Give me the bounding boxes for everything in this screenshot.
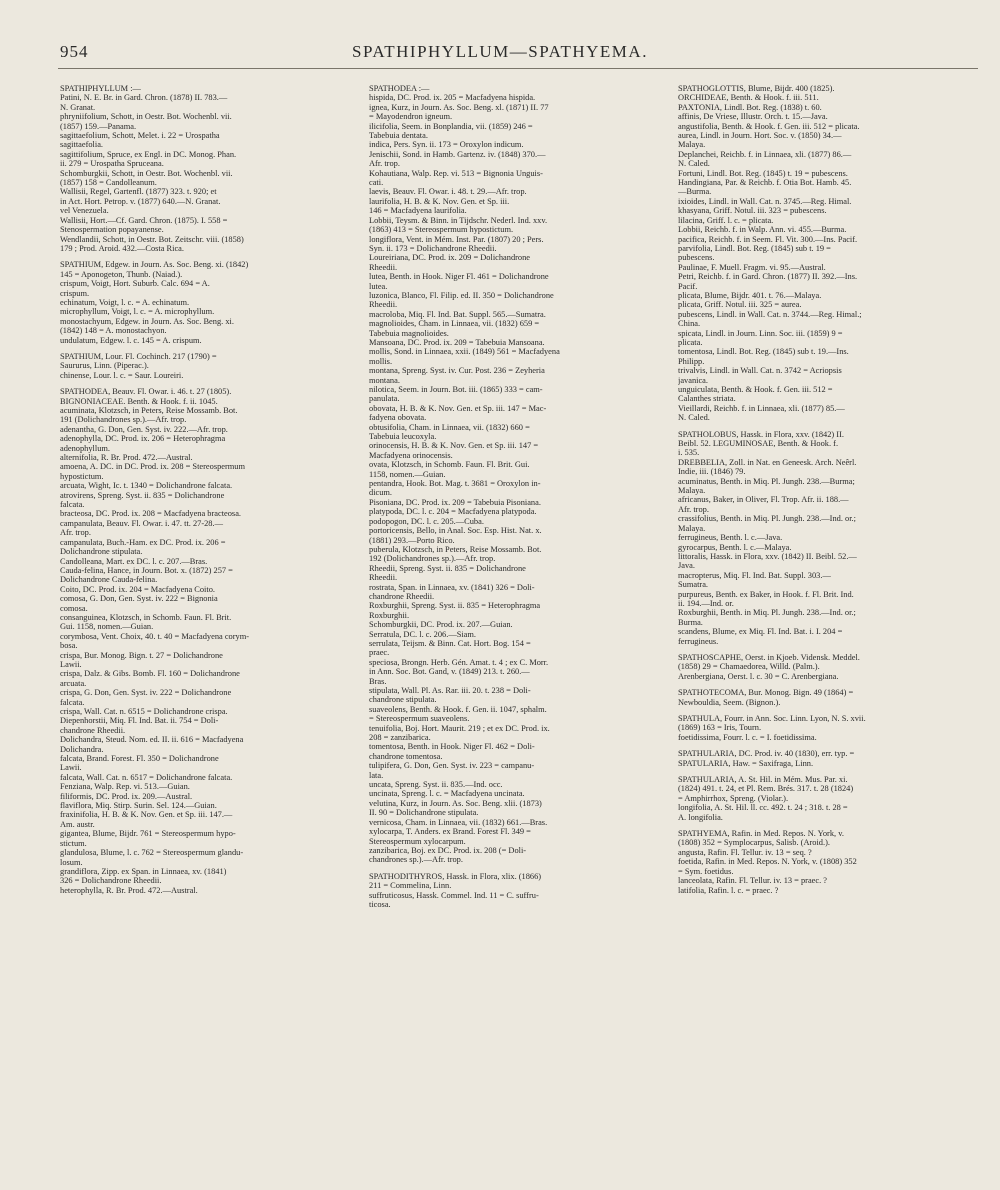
entry-line: crispa, Dalz. & Gibs. Bomb. Fl. 160 = Dolichandrone <box>60 669 240 679</box>
entry-line: montana, Spreng. Syst. iv. Cur. Post. 236 = Zeyheria <box>369 366 545 376</box>
entry-line: Wallisii, Hort.—Cf. Gard. Chron. (1875). I. 558 = <box>60 215 228 225</box>
entry-line: plicata. <box>678 337 703 347</box>
entry-line: losum. <box>60 857 83 867</box>
entry-line: Tabebuia magnolioides. <box>369 328 449 338</box>
entry-line: Pacif. <box>678 281 698 291</box>
entry-line: velutina, Kurz, in Journ. As. Soc. Beng. xlii. (1873) <box>369 798 542 808</box>
entry-line: (1842) 148 = A. monostachyon. <box>60 326 167 336</box>
entry-line: Lawii. <box>60 763 82 773</box>
entry-line: ignea, Kurz, in Journ. As. Soc. Beng. xl. (1871) II. 77 <box>369 102 549 112</box>
entry-line: Philipp. <box>678 356 705 366</box>
entry-line: javanica. <box>678 375 708 385</box>
entry-line: Petri, Reichb. f. in Gard. Chron. (1877) II. 392.—Ins. <box>678 272 858 282</box>
entry-line: crispa, G. Don, Gen. Syst. iv. 222 = Dolichandrone <box>60 688 232 698</box>
entry-line: bosa. <box>60 641 78 651</box>
entry-line: Coito, DC. Prod. ix. 204 = Macfadyena Coito. <box>60 584 215 594</box>
entry-line: ORCHIDEAE, Benth. & Hook. f. iii. 511. <box>678 93 819 103</box>
entry-line: 1158, nomen.—Guian. <box>369 469 446 479</box>
entry-line: speciosa, Brongn. Herb. Gén. Amat. t. 4 ; ex C. Morr. <box>369 657 549 667</box>
entry-heading-line: SPATHIUM, Lour. Fl. Cochinch. 217 (1790) = <box>60 351 217 361</box>
running-title: SPATHIPHYLLUM—SPATHYEMA. <box>352 42 648 61</box>
entry-line: montana. <box>369 375 400 385</box>
entry-heading-line: SPATHIUM, Edgew. in Journ. As. Soc. Beng. xi. (1842) <box>60 260 249 270</box>
entry-line: Calanthes striata. <box>678 394 736 404</box>
header-rule <box>58 68 978 69</box>
entry-block <box>60 352 356 380</box>
entry-line: gyrocarpus, Benth. l. c.—Malaya. <box>678 542 792 552</box>
entry-line: chinense, Lour. l. c. = Saur. Loureiri. <box>60 370 184 380</box>
entry-line: = Mayodendron igneum. <box>369 112 453 122</box>
entry-line: Rheedii. <box>369 262 398 272</box>
entry-line: Cauda-felina, Hance, in Journ. Bot. x. (1872) 257 = <box>60 565 233 575</box>
entry-line: Dolichandrone Cauda-felina. <box>60 575 158 585</box>
entry-line: Wendlandii, Schott, in Oestr. Bot. Zeitschr. viii. (1858) <box>60 234 244 244</box>
entry-line: suffruticosus, Hassk. Commel. Ind. 11 = C. suffru- <box>369 890 539 900</box>
entry-line: lilacina, Griff. l. c. = plicata. <box>678 215 774 225</box>
entry-line: Beibl. 52. LEGUMINOSAE, Benth. & Hook. f. <box>678 439 839 449</box>
entry-line: II. 90 = Dolichandrone stipulata. <box>369 808 479 818</box>
entry-heading-line: SPATHOTECOMA, Bur. Monog. Bign. 49 (1864) = <box>678 688 854 698</box>
entry-line: longifolia, A. St. Hil. ll. cc. 492. t. 24 ; 318. t. 28 = <box>678 803 848 813</box>
entry-line: chandrone stipulata. <box>369 695 437 705</box>
entry-line: ii. 279 = Urospatha Spruceana. <box>60 159 164 169</box>
entry-line: pubescens. <box>678 253 715 263</box>
entry-line: lutea, Benth. in Hook. Niger Fl. 461 = Dolichandrone <box>369 272 549 282</box>
entry-line: crispum. <box>60 288 90 298</box>
entry-heading-line: SPATHULARIA, A. St. Hil. in Mém. Mus. Par. xi. <box>678 775 848 785</box>
entry-block <box>678 653 978 681</box>
entry-line: suaveolens, Benth. & Hook. f. Gen. ii. 1047, sphalm. <box>369 704 547 714</box>
entry-line: uncata, Spreng. Syst. ii. 835.—Ind. occ. <box>369 780 503 790</box>
entry-block <box>678 688 978 707</box>
entry-heading-line: SPATHULA, Fourr. in Ann. Soc. Linn. Lyon, N. S. xvii. <box>678 714 866 723</box>
entry-block <box>678 749 978 768</box>
entry-line: Lobbii, Teysm. & Binn. in Tijdschr. Nederl. Ind. xxv. <box>369 215 548 225</box>
entry-line: falcata, Wall. Cat. n. 6517 = Dolichandrone falcata. <box>60 772 233 782</box>
entry-line: (1858) 29 = Chamaedorea, Willd. (Palm.). <box>678 662 820 672</box>
entry-line: vernicosa, Cham. in Linnaea, vii. (1832) 661.—Bras. <box>369 817 548 827</box>
entry-line: falcata, Brand. Forest. Fl. 350 = Dolichandrone <box>60 754 219 764</box>
entry-line: in Ann. Soc. Bot. Gand, v. (1849) 213. t. 260.— <box>369 667 530 677</box>
entry-line: atrovirens, Spreng. Syst. ii. 835 = Dolichandrone <box>60 490 225 500</box>
entry-line: ilicifolia, Seem. in Bonplandia, vii. (1859) 246 = <box>369 121 533 131</box>
entry-line: podopogon, DC. l. c. 205.—Cuba. <box>369 516 484 526</box>
entry-block <box>369 84 665 865</box>
entry-line: serrulata, Teijsm. & Binn. Cat. Hort. Bog. 154 = <box>369 638 531 648</box>
entry-line: foetidissima, Fourr. l. c. = I. foetidissima. <box>678 732 817 742</box>
entry-line: microphyllum, Voigt, l. c. = A. microphyllum. <box>60 307 215 317</box>
entry-line: glandulosa, Blume, l. c. 762 = Stereospermum glandu- <box>60 848 244 858</box>
entry-line: adenantha, G. Don, Gen. Syst. iv. 222.—Afr. trop. <box>60 424 228 434</box>
entry-line: Stenospermation popayanense. <box>60 225 164 235</box>
entry-line: adenophylla, DC. Prod. ix. 206 = Heterophragma <box>60 434 226 444</box>
entry-line: = Sym. foetidus. <box>678 866 734 876</box>
entry-line: comosa, G. Don, Gen. Syst. iv. 222 = Bignonia <box>60 594 218 604</box>
entry-line: Serratula, DC. l. c. 206.—Siam. <box>369 629 476 639</box>
entry-line: ferrugineus, Benth. l. c.—Java. <box>678 533 783 543</box>
entry-line: crispum, Voigt, Hort. Suburb. Calc. 694 = A. <box>60 279 210 289</box>
entry-line: Paulinae, F. Muell. Fragm. vi. 95.—Austral. <box>678 262 826 272</box>
entry-line: Roxburghii. <box>369 610 410 620</box>
entry-line: ferrugineus. <box>678 636 719 646</box>
entry-line: plicata, Blume, Bijdr. 401. t. 76.—Malaya. <box>678 290 822 300</box>
entry-line: Am. austr. <box>60 819 95 829</box>
entry-line: indica, Pers. Syn. ii. 173 = Oroxylon indicum. <box>369 140 524 150</box>
entry-heading-line: SPATHODITHYROS, Hassk. in Flora, xlix. (1866) <box>369 871 542 881</box>
entry-line: Arenbergiana, Oerst. l. c. 30 = C. Arenbergiana. <box>678 671 839 681</box>
entry-line: Dolichandra, Steud. Nom. ed. II. ii. 616 = Macfadyena <box>60 735 244 745</box>
entry-line: Wallisii, Regel, Gartenfl. (1877) 323. t. 920; et <box>60 187 217 197</box>
entry-line: fraxinifolia, H. B. & K. Nov. Gen. et Sp. iii. 147.— <box>60 810 233 820</box>
page-number: 954 <box>60 42 89 61</box>
entry-line: campanulata, Buch.-Ham. ex DC. Prod. ix. 206 = <box>60 537 226 547</box>
entry-line: = Stereospermum suaveolens. <box>369 714 470 724</box>
entry-line: Loureiriana, DC. Prod. ix. 209 = Dolichandrone <box>369 253 531 263</box>
entry-line: cati. <box>369 178 384 188</box>
entry-line: Schomburgkii, DC. Prod. ix. 207.—Guian. <box>369 620 513 630</box>
entry-line: grandiflora, Zipp. ex Span. in Linnaea, xv. (1841) <box>60 866 227 876</box>
entry-line: portoricensis, Bello, in Anal. Soc. Esp. Hist. Nat. x. <box>369 526 542 536</box>
entry-line: macropterus, Miq. Fl. Ind. Bat. Suppl. 303.— <box>678 570 831 580</box>
entry-line: Sumatra. <box>678 580 709 590</box>
entry-line: laevis, Beauv. Fl. Owar. i. 48. t. 29.—Afr. trop. <box>369 187 527 197</box>
entry-line: gigantea, Blume, Bijdr. 761 = Stereospermum hypo- <box>60 829 236 839</box>
entry-line: panulata. <box>369 394 400 404</box>
entry-line: latifolia, Rafin. l. c. = praec. ? <box>678 885 779 895</box>
entry-line: Schomburgkii, Schott, in Oestr. Bot. Wochenbl. vii. <box>60 168 233 178</box>
entry-line: crassifolius, Benth. in Miq. Pl. Jungh. 238.—Ind. or.; <box>678 514 856 524</box>
entry-line: falcata. <box>60 500 85 510</box>
entry-line: aurea, Lindl. in Journ. Hort. Soc. v. (1850) 34.— <box>678 131 842 141</box>
entry-line: N. Caled. <box>678 159 710 169</box>
entry-line: Tabebuia dentata. <box>369 131 428 141</box>
entry-line: DREBBELIA, Zoll. in Nat. en Geneesk. Arch. Neêrl. <box>678 457 857 467</box>
entry-line: orinocensis, H. B. & K. Nov. Gen. et Sp. iii. 147 = <box>369 441 539 451</box>
column-1 <box>60 84 356 902</box>
entry-line: i. 535. <box>678 448 700 458</box>
entry-line: Malaya. <box>678 486 706 496</box>
entry-line: (1808) 352 = Symplocarpus, Salisb. (Aroid.). <box>678 838 830 848</box>
entry-line: Lawii. <box>60 659 82 669</box>
entry-line: Deplanchei, Reichb. f. in Linnaea, xli. (1877) 86.— <box>678 149 852 159</box>
entry-line: adenophyllum. <box>60 443 111 453</box>
entry-line: vel Venezuela. <box>60 206 109 216</box>
entry-line: tulipifera, G. Don, Gen. Syst. iv. 223 = campanu- <box>369 761 535 771</box>
entry-line: corymbosa, Vent. Choix, 40. t. 40 = Macfadyena corym- <box>60 631 250 641</box>
entry-line: sagittaefolium, Schott, Melet. i. 22 = Urospatha <box>60 131 220 141</box>
entry-line: (1857) 158 = Candolleanum. <box>60 178 157 188</box>
entry-block <box>60 84 356 253</box>
entry-line: SPATULARIA, Haw. = Saxifraga, Linn. <box>678 758 814 768</box>
entry-line: affinis, De Vriese, Illustr. Orch. t. 15.—Java. <box>678 112 828 122</box>
entry-line: dicum. <box>369 488 393 498</box>
entry-line: acuminata, Klotzsch, in Peters, Reise Mossamb. Bot. <box>60 406 238 415</box>
entry-line: Lobbii, Reichb. f. in Walp. Ann. vi. 455.—Burma. <box>678 225 847 235</box>
entry-block <box>678 829 978 895</box>
entry-line: Handingiana, Par. & Reichb. f. Otia Bot. Hamb. 45. <box>678 178 852 188</box>
entry-line: alternifolia, R. Br. Prod. 472.—Austral. <box>60 453 193 463</box>
entry-line: echinatum, Voigt, l. c. = A. echinatum. <box>60 297 190 307</box>
entry-block <box>678 430 978 646</box>
entry-heading-line: SPATHULARIA, DC. Prod. iv. 40 (1830), err. typ. = <box>678 749 855 759</box>
entry-heading-line: SPATHODEA, Beauv. Fl. Owar. i. 46. t. 27 (1805). <box>60 387 232 397</box>
entry-line: Burma. <box>678 617 703 627</box>
entry-line: Java. <box>678 561 695 571</box>
entry-line: Pisoniana, DC. Prod. ix. 209 = Tabebuia Pisoniana. <box>369 497 541 507</box>
entry-line: angustifolia, Benth. & Hook. f. Gen. iii. 512 = plicata. <box>678 121 860 131</box>
entry-line: Candolleana, Mart. ex DC. l. c. 207.—Bras. <box>60 556 208 566</box>
entry-line: xylocarpa, T. Anders. ex Brand. Forest Fl. 349 = <box>369 827 531 837</box>
entry-line: Rheedii. <box>369 300 398 310</box>
entry-line: chandrone tomentosa. <box>369 751 443 761</box>
entry-line: 145 = Aponogeton, Thunb. (Naiad.). <box>60 269 183 279</box>
entry-line: chandrone Rheedii. <box>60 725 126 735</box>
entry-line: chandrones sp.).—Afr. trop. <box>369 855 463 865</box>
entry-line: arcuata, Wight, Ic. t. 1340 = Dolichandrone falcata. <box>60 481 233 491</box>
entry-line: ovata, Klotzsch, in Schomb. Faun. Fl. Brit. Gui. <box>369 460 530 470</box>
entry-line: pacifica, Reichb. f. in Seem. Fl. Vit. 300.—Ins. Pacif. <box>678 234 858 244</box>
entry-line: 326 = Dolichandrone Rheedii. <box>60 876 162 886</box>
entry-line: Gui. 1158, nomen.—Guian. <box>60 622 154 632</box>
entry-line: littoralis, Hassk. in Flora, xxv. (1842) II. Beibl. 52.— <box>678 551 857 561</box>
entry-line: pentandra, Hook. Bot. Mag. t. 3681 = Oroxylon in- <box>369 479 541 489</box>
entry-line: puberula, Klotzsch, in Peters, Reise Mossamb. Bot. <box>369 544 542 554</box>
entry-line: longiflora, Vent. in Mém. Inst. Par. (1807) 20 ; Pers. <box>369 234 544 244</box>
entry-line: Newbouldia, Seem. (Bignon.). <box>678 697 781 707</box>
entry-line: amoena, A. DC. in DC. Prod. ix. 208 = Stereospermum <box>60 462 246 472</box>
entry-heading-line: SPATHODEA :— <box>369 84 430 93</box>
entry-line: ii. 194.—Ind. or. <box>678 598 734 608</box>
entry-line: heterophylla, R. Br. Prod. 472.—Austral. <box>60 885 198 895</box>
entry-heading-line: SPATHOSCAPHE, Oerst. in Kjoeb. Vidensk. Meddel. <box>678 652 860 662</box>
entry-line: (1857) 159.—Panama. <box>60 121 137 131</box>
entry-line: campanulata, Beauv. Fl. Owar. i. 47. tt. 27-28.— <box>60 518 223 528</box>
entry-line: scandens, Blume, ex Miq. Fl. Ind. Bat. i. I. 204 = <box>678 627 843 637</box>
entry-line: Fenziana, Walp. Rep. vi. 513.—Guian. <box>60 782 190 792</box>
entry-line: obtusifolia, Cham. in Linnaea, vii. (1832) 660 = <box>369 422 530 432</box>
entry-line: hispida, DC. Prod. ix. 205 = Macfadyena hispida. <box>369 93 536 103</box>
entry-line: macroloba, Miq. Fl. Ind. Bat. Suppl. 565.—Sumatra. <box>369 309 546 319</box>
entry-line: purpureus, Benth. ex Baker, in Hook. f. Fl. Brit. Ind. <box>678 589 854 599</box>
entry-line: China. <box>678 319 701 329</box>
entry-line: africanus, Baker, in Oliver, Fl. Trop. Afr. ii. 188.— <box>678 495 849 505</box>
entry-line: Stereospermum xylocarpum. <box>369 836 466 846</box>
entry-line: 146 = Macfadyena laurifolia. <box>369 206 467 216</box>
entry-line: uncinata, Spreng. l. c. = Macfadyena uncinata. <box>369 789 525 799</box>
entry-line: BIGNONIACEAE. Benth. & Hook. f. ii. 1045. <box>60 396 218 406</box>
entry-line: arcuata. <box>60 678 87 688</box>
entry-line: N. Granat. <box>60 102 96 112</box>
entry-line: Afr. trop. <box>678 504 709 514</box>
entry-line: sagittaefolia. <box>60 140 104 150</box>
entry-line: consanguinea, Klotzsch, in Schomb. Faun. Fl. Brit. <box>60 612 232 622</box>
entry-line: 211 = Commelina, Linn. <box>369 881 452 891</box>
entry-line: Afr. trop. <box>369 159 400 169</box>
entry-line: undulatum, Edgew. l. c. 145 = A. crispum. <box>60 335 202 345</box>
entry-line: falcata. <box>60 697 85 707</box>
entry-line: obovata, H. B. & K. Nov. Gen. et Sp. iii. 147 = Mac- <box>369 403 547 413</box>
entry-line: 192 (Dolichandrones sp.).—Afr. trop. <box>369 554 496 564</box>
entry-line: mollis. <box>369 356 393 366</box>
entry-line: (1824) 491. t. 24, et Pl. Rem. Brés. 317. t. 28 (1824) <box>678 784 854 794</box>
entry-line: stipulata, Wall. Pl. As. Rar. iii. 20. t. 238 = Doli- <box>369 686 531 695</box>
entry-line: Jenischii, Sond. in Hamb. Gartenz. iv. (1848) 370.— <box>369 149 546 159</box>
entry-line: (1869) 163 = Iris, Tourn. <box>678 723 762 733</box>
entry-line: Rheedii. <box>369 573 398 583</box>
entry-line: sagittifolium, Spruce, ex Engl. in DC. Monog. Phan. <box>60 149 237 159</box>
entry-line: platypoda, DC. l. c. 204 = Macfadyena platypoda. <box>369 507 537 517</box>
entry-line: (1881) 293.—Porto Rico. <box>369 535 455 545</box>
entry-line: ixioides, Lindl. in Wall. Cat. n. 3745.—Reg. Himal. <box>678 196 852 206</box>
entry-line: praec. <box>369 648 390 658</box>
entry-line: Dolichandrone stipulata. <box>60 547 143 557</box>
entry-line: foetida, Rafin. in Med. Repos. N. York, v. (1808) 352 <box>678 857 857 867</box>
column-2 <box>369 84 665 916</box>
entry-block <box>60 387 356 895</box>
entry-line: trivalvis, Lindl. in Wall. Cat. n. 3742 = Acriopsis <box>678 366 842 376</box>
entry-line: parvifolia, Lindl. Bot. Reg. (1845) sub t. 19 = <box>678 243 831 253</box>
entry-line: laurifolia, H. B. & K. Nov. Gen. et Sp. iii. <box>369 196 510 206</box>
entry-line: Patini, N. E. Br. in Gard. Chron. (1878) II. 783.— <box>60 93 228 103</box>
entry-line: Roxburghii, Spreng. Syst. ii. 835 = Heterophragma <box>369 601 541 611</box>
entry-line: stictum. <box>60 838 87 848</box>
entry-line: N. Caled. <box>678 413 710 423</box>
entry-heading-line: SPATHOGLOTTIS, Blume, Bijdr. 400 (1825). <box>678 84 835 93</box>
entry-line: Mansoana, DC. Prod. ix. 209 = Tabebuia Mansoana. <box>369 337 545 347</box>
entry-line: chandrone Rheedii. <box>369 591 435 601</box>
entry-line: flaviflora, Miq. Stirp. Surin. Sel. 124.—Guian. <box>60 801 217 811</box>
entry-line: filiformis, DC. Prod. ix. 209.—Austral. <box>60 791 193 801</box>
entry-line: pubescens, Lindl. in Wall. Cat. n. 3744.—Reg. Himal.; <box>678 309 862 319</box>
entry-block <box>678 714 978 742</box>
entry-line: 179 ; Prod. Aroid. 432.—Costa Rica. <box>60 243 184 253</box>
entry-line: hypostictum. <box>60 471 104 481</box>
entry-line: acuminatus, Benth. in Miq. Pl. Jungh. 238.—Burma; <box>678 476 855 486</box>
entry-line: magnolioides, Cham. in Linnaea, vii. (1832) 659 = <box>369 319 540 329</box>
entry-line: Fortuni, Lindl. Bot. Reg. (1845) t. 19 = pubescens. <box>678 168 848 178</box>
entry-line: rostrata, Span. in Linnaea, xv. (1841) 326 = Doli- <box>369 582 535 592</box>
entry-line: Malaya. <box>678 523 706 533</box>
entry-line: Malaya. <box>678 140 706 150</box>
entry-line: phryniifolium, Schott, in Oestr. Bot. Wochenbl. vii. <box>60 112 232 122</box>
entry-line: plicata, Griff. Notul. iii. 325 = aurea. <box>678 300 802 310</box>
entry-line: mollis, Sond. in Linnaea, xxii. (1849) 561 = Macfadyena <box>369 347 560 357</box>
entry-line: tomentosa, Lindl. Bot. Reg. (1845) sub t. 19.—Ins. <box>678 347 849 357</box>
entry-line: Roxburghii, Benth. in Miq. Pl. Jungh. 238.—Ind. or.; <box>678 608 856 618</box>
entry-line: zanzibarica, Boj. ex DC. Prod. ix. 208 (= Doli- <box>369 845 527 855</box>
entry-block <box>60 260 356 345</box>
entry-block <box>369 872 665 910</box>
entry-line: Tabebuia leucoxyla. <box>369 432 437 442</box>
entry-line: fadyena obovata. <box>369 413 427 423</box>
entry-line: tenuifolia, Boj. Hort. Maurit. 219 ; et ex DC. Prod. ix. <box>369 723 550 733</box>
entry-line: comosa. <box>60 603 88 613</box>
entry-line: 208 = zanzibarica. <box>369 733 431 743</box>
entry-line: Rheedii, Spreng. Syst. ii. 835 = Dolichandrone <box>369 563 526 573</box>
entry-line: spicata, Lindl. in Journ. Linn. Soc. iii. (1859) 9 = <box>678 328 843 338</box>
entry-line: 191 (Dolichandrones sp.).—Afr. trop. <box>60 415 187 425</box>
entry-line: angusta, Rafin. Fl. Tellur. iv. 13 = seq. ? <box>678 847 812 857</box>
entry-line: Indie, iii. (1846) 79. <box>678 467 746 477</box>
entry-line: Bras. <box>369 676 387 686</box>
entry-line: PAXTONIA, Lindl. Bot. Reg. (1838) t. 60. <box>678 102 822 112</box>
entry-line: = Amphirrhox, Spreng. (Violar.). <box>678 793 789 803</box>
entry-line: nilotica, Seem. in Journ. Bot. iii. (1865) 333 = cam- <box>369 385 543 394</box>
entry-heading-line: SPATHOLOBUS, Hassk. in Flora, xxv. (1842) II. <box>678 429 844 439</box>
entry-line: Dolichandra. <box>60 744 104 754</box>
entry-line: lanceolata, Rafin. Fl. Tellur. iv. 13 = praec. ? <box>678 876 828 886</box>
entry-line: lutea. <box>369 281 388 291</box>
entry-line: khasyana, Griff. Notul. iii. 323 = pubescens. <box>678 206 827 216</box>
entry-line: luzonica, Blanco, Fl. Filip. ed. II. 350 = Dolichandrone <box>369 290 554 300</box>
entry-line: unguiculata, Benth. & Hook. f. Gen. iii. 512 = <box>678 385 833 394</box>
entry-line: tomentosa, Benth. in Hook. Niger Fl. 462 = Doli- <box>369 742 535 752</box>
entry-line: lata. <box>369 770 384 780</box>
entry-line: crispa, Bur. Monog. Bign. t. 27 = Dolichandrone <box>60 650 223 660</box>
entry-line: (1863) 413 = Stereospermum hypostictum. <box>369 225 514 235</box>
entry-line: monostachyum, Edgew. in Journ. As. Soc. Beng. xi. <box>60 316 234 326</box>
entry-line: Afr. trop. <box>60 528 91 538</box>
entry-heading-line: SPATHIPHYLLUM :— <box>60 84 141 93</box>
entry-line: A. longifolia. <box>678 812 723 822</box>
entry-line: Saururus, Linn. (Piperac.). <box>60 361 149 371</box>
entry-line: crispa, Wall. Cat. n. 6515 = Dolichandrone crispa. <box>60 707 228 716</box>
entry-line: ticosa. <box>369 899 391 909</box>
entry-line: —Burma. <box>678 187 712 197</box>
entry-line: Macfadyena orinocensis. <box>369 450 453 460</box>
entry-line: Syn. ii. 173 = Dolichandrone Rheedii. <box>369 243 497 253</box>
entry-line: Diepenhorstii, Miq. Fl. Ind. Bat. ii. 754 = Doli- <box>60 716 219 726</box>
entry-block <box>678 84 978 423</box>
entry-heading-line: SPATHYEMA, Rafin. in Med. Repos. N. York, v. <box>678 829 844 839</box>
entry-line: bracteosa, DC. Prod. ix. 208 = Macfadyena bracteosa. <box>60 509 242 519</box>
entry-line: Kohautiana, Walp. Rep. vi. 513 = Bignonia Unguis- <box>369 168 543 178</box>
entry-line: Vieillardi, Reichb. f. in Linnaea, xli. (1877) 85.— <box>678 403 845 413</box>
entry-line: in Act. Hort. Petrop. v. (1877) 640.—N. Granat. <box>60 196 221 206</box>
entry-block <box>678 775 978 822</box>
column-3 <box>678 84 978 902</box>
